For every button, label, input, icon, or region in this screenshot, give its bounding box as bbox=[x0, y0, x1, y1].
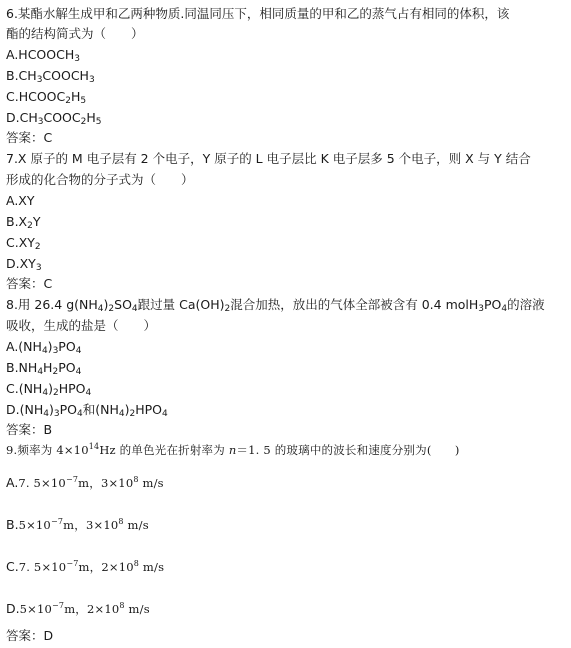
q6-option-a: $A.HCOOCH_3$ bbox=[6, 47, 80, 64]
q8-answer: 答案：B bbox=[6, 422, 53, 437]
q6-answer: 答案：C bbox=[6, 130, 53, 145]
q7-option-b: $B.X_2Y$ bbox=[6, 214, 41, 231]
q8-option-b: $B.NH_4H_2PO_4$ bbox=[6, 360, 82, 377]
q7-option-a: A.XY bbox=[6, 193, 35, 208]
q9-option-d: $D.5\times 10^{-7}m$，$2\times 10^8$ m/s bbox=[6, 601, 150, 616]
q8-stem-line1: 8.用 26.4 $g(NH_4)_2SO_4$跟过量 $Ca(OH)_2$混合加热，放出的气体全部被含有 0.4 $molH_3PO_4$的溶液 bbox=[6, 297, 545, 314]
q9-answer: 答案：D bbox=[6, 628, 54, 643]
q9-option-b: $B.5\times 10^{-7}m$，$3\times 10^8$ m/s bbox=[6, 517, 149, 532]
q9-option-a: A.7. $5\times 10^{-7}m$，$3\times 10^8$ m/s bbox=[6, 475, 164, 490]
q6-option-d: $D.CH_3COOC_2H_5$ bbox=[6, 110, 102, 127]
q8-option-a: $A.(NH_4)_3PO_4$ bbox=[6, 339, 82, 356]
q6-option-b: $B.CH_3COOCH_3$ bbox=[6, 68, 95, 85]
q6-option-c: $C.HCOOC_2H_5$ bbox=[6, 89, 87, 106]
q7-stem-line2: 形成的化合物的分子式为（ ） bbox=[6, 172, 194, 187]
q7-stem-line1: 7.X 原子的 M 电子层有 2 个电子，Y 原子的 L 电子层比 K 电子层多 5 个电子，则 X 与 Y 结合 bbox=[6, 151, 531, 166]
q8-stem-line2: 吸收，生成的盐是（ ） bbox=[6, 318, 157, 333]
q7-option-c: $C.XY_2$ bbox=[6, 235, 41, 252]
q7-option-d: $D.XY_3$ bbox=[6, 256, 42, 273]
q6-stem-line2: 酯的结构简式为（ ） bbox=[6, 26, 144, 41]
q9-option-c: C.7. $5\times 10^{-7}m$，$2\times 10^8$ m/s bbox=[6, 559, 165, 574]
q7-answer: 答案：C bbox=[6, 276, 53, 291]
q6-stem-line1: 6.某酯水解生成甲和乙两种物质.同温同压下，相同质量的甲和乙的蒸气占有相同的体积，该 bbox=[6, 6, 510, 21]
q9-stem: 9.频率为 $4\times 10^{14}Hz$ 的单色光在折射率为 n＝1. 5 的玻璃中的波长和速度分别为( ) bbox=[6, 442, 460, 457]
q8-option-d: $D.(NH_4)_3PO_4$和$(NH_4)_2HPO_4$ bbox=[6, 402, 168, 419]
q8-option-c: $C.(NH_4)_2HPO_4$ bbox=[6, 381, 92, 398]
